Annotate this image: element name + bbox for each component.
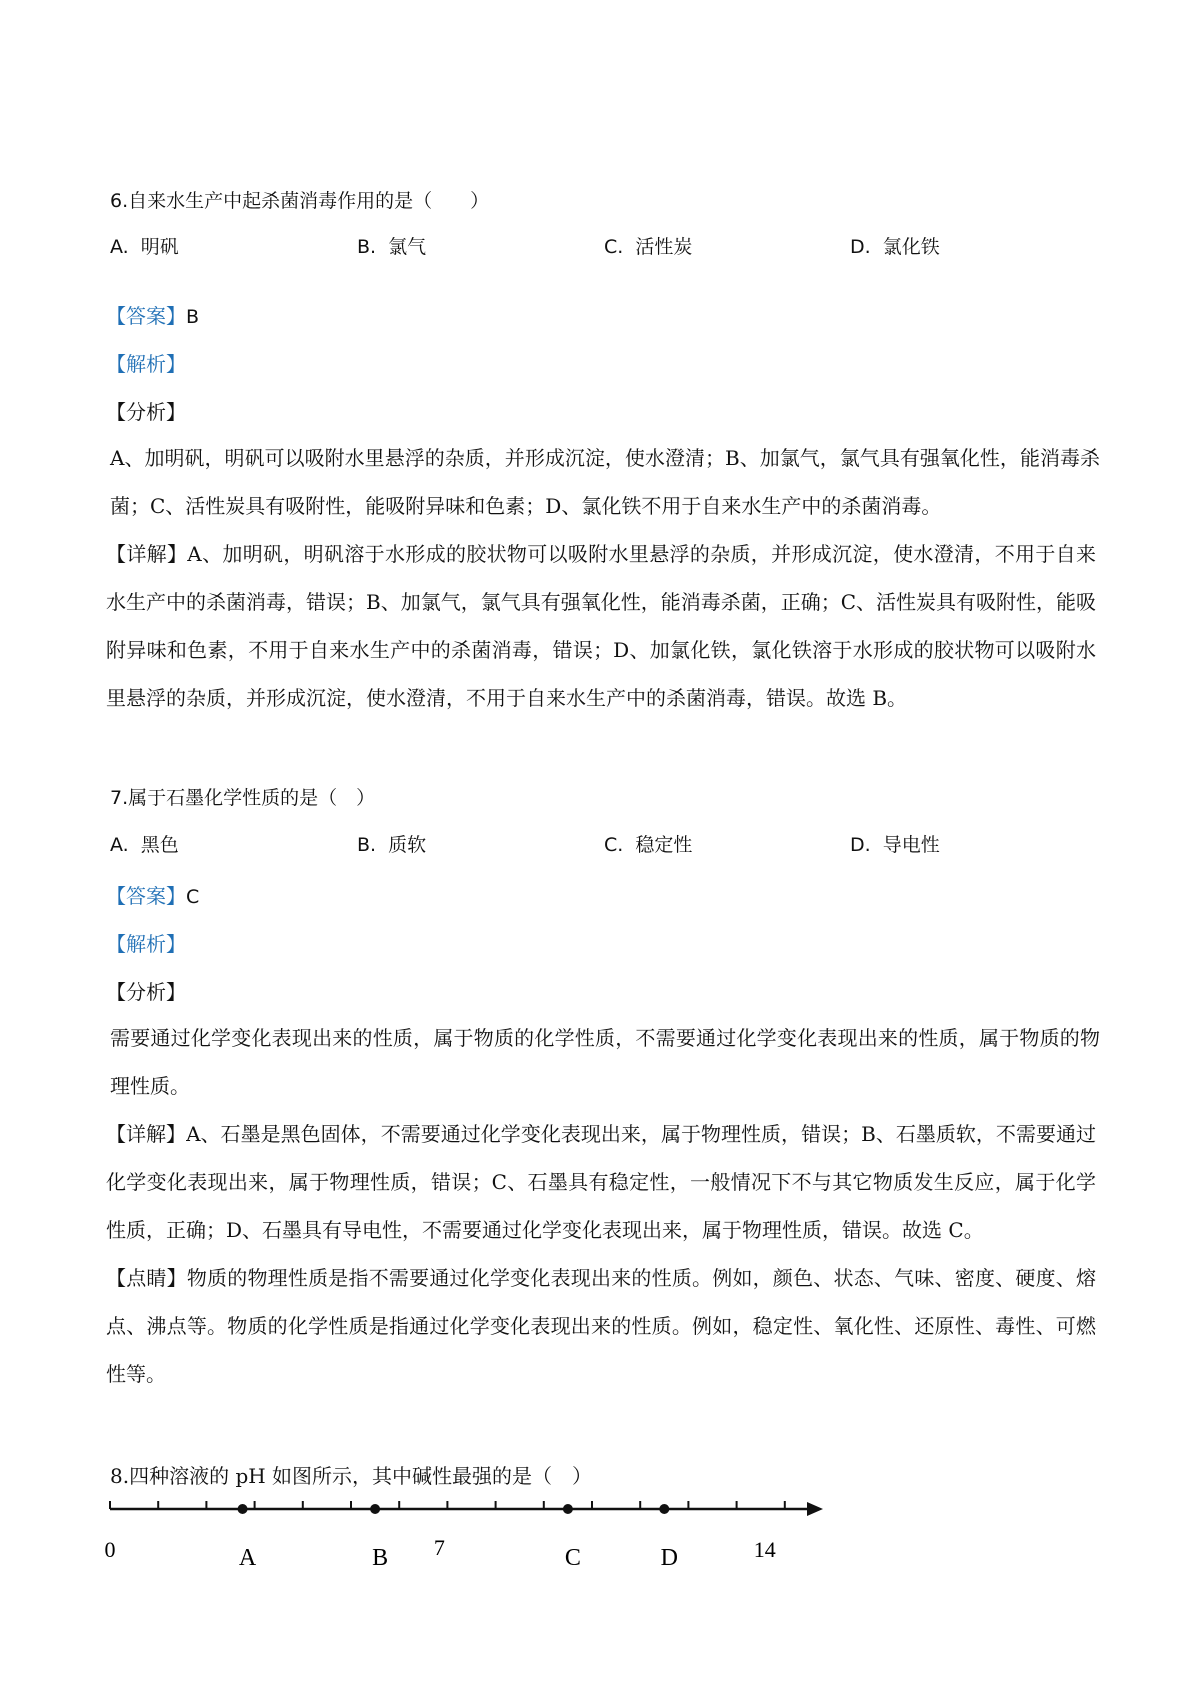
point-d <box>659 1504 669 1514</box>
q7-fenxi-text: 需要通过化学变化表现出来的性质，属于物质的化学性质，不需要通过化学变化表现出来的性质，属于物质的物理性质。 <box>110 1026 1100 1098</box>
q6-option-a: A. 明矾 <box>110 236 179 258</box>
q7-option-a: A. 黑色 <box>110 834 179 856</box>
q6-option-d: D. 氯化铁 <box>850 236 940 258</box>
q7-jiexi-heading: 【解析】 <box>106 932 186 956</box>
point-label-c: C <box>564 1545 581 1571</box>
point-a <box>238 1504 248 1514</box>
number-line-points <box>238 1504 678 1571</box>
q7-option-d: D. 导电性 <box>850 834 940 856</box>
q7-fenxi-heading: 【分析】 <box>106 980 186 1004</box>
point-label-d: D <box>660 1545 678 1571</box>
point-label-a: A <box>238 1545 257 1571</box>
ph-number-line <box>105 1485 845 1575</box>
q7-dianjing: 【点睛】物质的物理性质是指不需要通过化学变化表现出来的性质。例如，颜色、状态、气味、密度、硬度、熔点、沸点等。物质的化学性质是指通过化学变化表现出来的性质。例如，稳定性、氧化性、还原性、毒性、可燃性等。 <box>106 1266 1097 1386</box>
q6-fenxi-text: A、加明矾，明矾可以吸附水里悬浮的杂质，并形成沉淀，使水澄清；B、加氯气，氯气具有强氧化性，能消毒杀菌；C、活性炭具有吸附性，能吸附异味和色素；D、氯化铁不用于自来水生产中的杀菌消毒。 <box>110 446 1100 518</box>
q7-option-c: C. 稳定性 <box>604 834 693 856</box>
number-line-arrow <box>807 1502 823 1516</box>
q8-title: 8.四种溶液的 pH 如图所示，其中碱性最强的是（ ） <box>110 1464 593 1488</box>
q6-fenxi-heading: 【分析】 <box>106 400 186 424</box>
tick-label-7: 7 <box>433 1535 445 1560</box>
point-label-b: B <box>372 1545 389 1571</box>
q6-jiexi-heading: 【解析】 <box>106 352 186 376</box>
point-b <box>370 1504 380 1514</box>
q7-xiangjie: 【详解】A、石墨是黑色固体，不需要通过化学变化表现出来，属于物理性质，错误；B、石墨质软，不需要通过化学变化表现出来，属于物理性质，错误；C、石墨具有稳定性，一般情况下不与其它物质发生反应，属于化学性质，正确；D、石墨具有导电性，不需要通过化学变化表现出来，属于物理性质，错误。故选 C。 <box>106 1122 1097 1242</box>
q7-answer: 【答案】C <box>106 884 200 908</box>
tick-label-0: 0 <box>105 1537 116 1562</box>
q6-xiangjie: 【详解】A、加明矾，明矾溶于水形成的胶状物可以吸附水里悬浮的杂质，并形成沉淀，使水澄清，不用于自来水生产中的杀菌消毒，错误；B、加氯气，氯气具有强氧化性，能消毒杀菌，正确；C、活性炭具有吸附性，能吸附异味和色素，不用于自来水生产中的杀菌消毒，错误；D、加氯化铁，氯化铁溶于水形成的胶状物可以吸附水里悬浮的杂质，并形成沉淀，使水澄清，不用于自来水生产中的杀菌消毒，错误。故选 B。 <box>106 542 1096 710</box>
q7-title: 7.属于石墨化学性质的是（ ） <box>110 787 376 809</box>
q7-option-b: B. 质软 <box>357 834 427 856</box>
q6-option-b: B. 氯气 <box>357 236 427 258</box>
q6-title: 6.自来水生产中起杀菌消毒作用的是（ ） <box>110 190 490 212</box>
tick-label-14: 14 <box>753 1537 776 1562</box>
point-c <box>563 1504 573 1514</box>
q6-answer: 【答案】B <box>106 304 200 328</box>
q6-option-c: C. 活性炭 <box>604 236 693 258</box>
